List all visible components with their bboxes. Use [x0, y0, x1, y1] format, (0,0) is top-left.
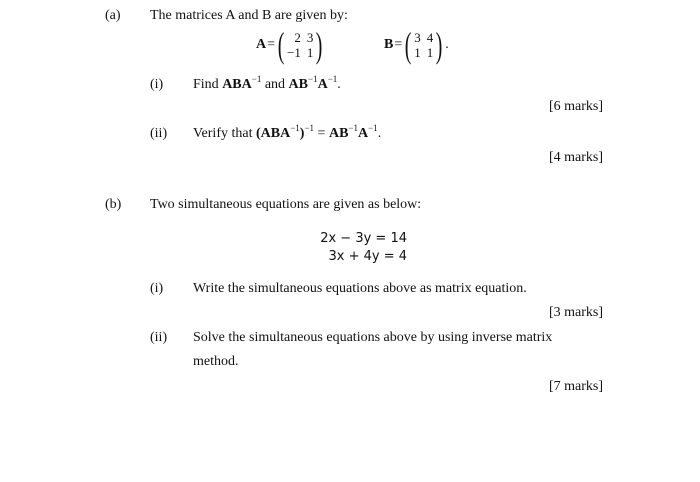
equation-2: 3x + 4y = 4 — [328, 249, 407, 264]
matrix-a-name: A — [256, 37, 267, 52]
part-b-i-label: (i) — [150, 281, 164, 296]
text: . — [337, 77, 341, 92]
matrix-a — [256, 27, 325, 63]
part-a-label: (a) — [105, 8, 121, 23]
matrix-b-name: B — [384, 37, 394, 52]
matrix-a-cell: 3 — [306, 30, 314, 45]
matrix-b-cell: 1 — [426, 45, 434, 60]
matrix-b-cell: 1 — [414, 45, 421, 60]
matrix-a-cell: 1 — [306, 45, 314, 60]
expr: A — [317, 77, 328, 92]
text: . — [377, 126, 382, 141]
expr: A — [357, 126, 369, 141]
part-b-ii-label: (ii) — [150, 330, 168, 345]
part-b-ii-question-line2: method. — [193, 354, 239, 369]
matrix-a-equals: = — [267, 37, 276, 52]
part-b-label: (b) — [105, 197, 122, 212]
part-a-i-label: (i) — [150, 77, 164, 92]
text: Verify that — [193, 126, 256, 141]
matrix-a-cell: 2 — [294, 30, 301, 45]
part-a-ii-label: (ii) — [150, 126, 168, 141]
superscript: −1 — [304, 123, 315, 133]
matrix-b-trail: . — [445, 37, 449, 52]
matrix-b-equals: = — [394, 37, 403, 52]
matrix-a-cell: −1 — [287, 45, 301, 60]
part-a-i-marks: [6 marks] — [548, 99, 603, 114]
part-a-ii-marks: [4 marks] — [548, 150, 603, 165]
expr: ABA — [222, 77, 252, 92]
part-a-intro: The matrices A and B are given by: — [150, 8, 348, 23]
matrix-b-entries — [414, 30, 433, 60]
text: and — [261, 77, 289, 92]
superscript: −1 — [348, 123, 358, 133]
superscript: −1 — [327, 74, 338, 84]
part-a-i-question — [193, 74, 341, 93]
superscript: −1 — [368, 123, 378, 133]
part-b-intro: Two simultaneous equations are given as below: — [150, 197, 422, 212]
matrix-b-right-paren: ) — [435, 25, 443, 65]
expr: (ABA — [255, 126, 291, 141]
part-a-ii-question — [193, 123, 382, 142]
expr: ) — [299, 126, 305, 141]
superscript: −1 — [251, 74, 262, 84]
part-b-i-marks: [3 marks] — [548, 305, 603, 320]
matrix-b — [384, 27, 449, 63]
matrix-a-entries — [287, 30, 313, 60]
part-b-ii-question-line1: Solve the simultaneous equations above by using inverse matrix — [193, 330, 553, 345]
expr: AB — [288, 77, 308, 92]
matrix-b-cell: 4 — [426, 30, 434, 45]
superscript: −1 — [308, 74, 318, 84]
expr: AB — [328, 126, 349, 141]
matrix-b-cell: 3 — [414, 30, 421, 45]
matrix-a-right-paren: ) — [316, 25, 323, 65]
part-b-ii-marks: [7 marks] — [548, 379, 603, 394]
text: = — [314, 126, 329, 141]
equation-1: 2x − 3y = 14 — [320, 231, 407, 246]
part-b-i-question: Write the simultaneous equations above as matrix equation. — [193, 281, 527, 296]
superscript: −1 — [290, 123, 300, 133]
text: Find — [193, 77, 223, 92]
matrix-a-left-paren: ( — [277, 25, 285, 65]
matrix-b-left-paren: ( — [404, 25, 412, 65]
